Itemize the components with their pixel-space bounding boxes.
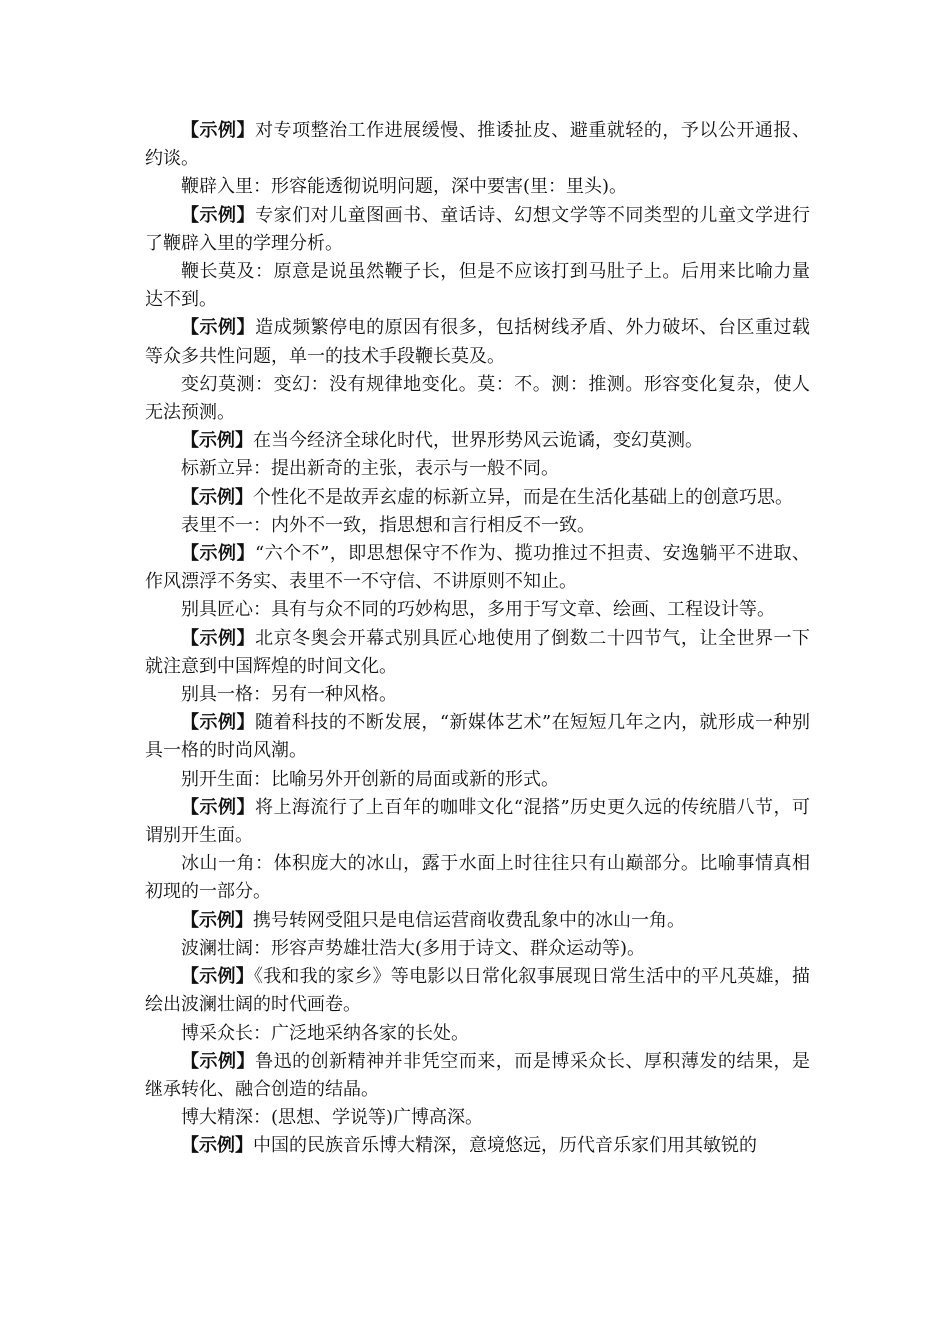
example-paragraph (145, 709, 810, 765)
example-tag: 【示例】 (181, 317, 256, 339)
paragraph-text: 鞭辟入里：形容能透彻说明问题，深中要害(里：里头)。 (181, 176, 628, 198)
paragraph-text: 表里不一：内外不一致，指思想和言行相反不一致。 (181, 514, 595, 536)
paragraph-text: 别开生面：比喻另外开创新的局面或新的形式。 (181, 768, 559, 790)
idiom-definition-paragraph (145, 455, 810, 483)
paragraph-text: 别具匠心：具有与众不同的巧妙构思，多用于写文章、绘画、工程设计等。 (181, 599, 775, 621)
idiom-definition-paragraph (145, 258, 810, 314)
example-tag: 【示例】 (181, 1050, 256, 1072)
paragraph-text: 鲁迅的创新精神并非凭空而来，而是博采众长、厚积薄发的结果，是继承转化、融合创造的结晶。 (145, 1050, 810, 1100)
example-tag: 【示例】 (181, 1135, 253, 1157)
example-paragraph (145, 1048, 810, 1104)
example-paragraph (145, 427, 810, 455)
paragraph-text: 波澜壮阔：形容声势雄壮浩大(多用于诗文、群众运动等)。 (181, 937, 646, 959)
example-tag: 【示例】 (181, 966, 254, 988)
example-tag: 【示例】 (181, 627, 256, 649)
paragraph-text: 造成频繁停电的原因有很多，包括树线矛盾、外力破坏、台区重过载等众多共性问题，单一的技术手段鞭长莫及。 (145, 317, 810, 367)
idiom-definition-paragraph (145, 173, 810, 201)
paragraph-text: 个性化不是故弄玄虚的标新立异，而是在生活化基础上的创意巧思。 (253, 486, 793, 508)
idiom-definition-paragraph (145, 935, 810, 963)
idiom-definition-paragraph (145, 681, 810, 709)
example-paragraph (145, 794, 810, 850)
example-tag: 【示例】 (181, 543, 255, 565)
example-paragraph (145, 625, 810, 681)
paragraph-text: 标新立异：提出新奇的主张，表示与一般不同。 (181, 458, 559, 480)
paragraph-text: 博采众长：广泛地采纳各家的长处。 (181, 1022, 469, 1044)
example-paragraph (145, 117, 810, 173)
paragraph-text: 北京冬奥会开幕式别具匠心地使用了倒数二十四节气，让全世界一下就注意到中国辉煌的时间文化。 (145, 627, 810, 677)
idiom-definition-paragraph (145, 512, 810, 540)
example-paragraph (145, 1132, 810, 1160)
example-tag: 【示例】 (181, 120, 256, 141)
paragraph-text: 专家们对儿童图画书、童话诗、幻想文学等不同类型的儿童文学进行了鞭辟入里的学理分析。 (145, 204, 810, 254)
paragraph-text: 博大精深：(思想、学说等)广博高深。 (181, 1107, 484, 1129)
example-tag: 【示例】 (181, 796, 255, 818)
example-paragraph (145, 907, 810, 935)
idiom-definition-paragraph (145, 850, 810, 906)
idiom-definition-paragraph (145, 766, 810, 794)
example-tag: 【示例】 (181, 486, 253, 508)
example-paragraph (145, 540, 810, 596)
paragraph-text: 在当今经济全球化时代，世界形势风云诡谲，变幻莫测。 (253, 430, 703, 452)
example-tag: 【示例】 (181, 204, 256, 226)
paragraph-text: 将上海流行了上百年的咖啡文化“混搭”历史更久远的传统腊八节，可谓别开生面。 (145, 796, 810, 847)
example-paragraph (145, 484, 810, 512)
idiom-definition-paragraph (145, 1020, 810, 1048)
paragraph-text: 鞭长莫及：原意是说虽然鞭子长，但是不应该打到马肚子上。后用来比喻力量达不到。 (145, 261, 810, 311)
paragraph-text: 携号转网受阻只是电信运营商收费乱象中的冰山一角。 (253, 909, 685, 931)
example-tag: 【示例】 (181, 909, 253, 931)
paragraph-text: 《我和我的家乡》等电影以日常化叙事展现日常生活中的平凡英雄，描绘出波澜壮阔的时代画卷。 (145, 966, 811, 1016)
document-body (145, 117, 810, 1161)
paragraph-text: 变幻莫测：变幻：没有规律地变化。莫：不。测：推测。形容变化复杂，使人无法预测。 (145, 373, 810, 424)
paragraph-text: “六个不”，即思想保守不作为、揽功推过不担责、安逸躺平不进取、作风漂浮不务实、表里不一不守信、不讲原则不知止。 (145, 543, 810, 593)
example-paragraph (145, 202, 810, 258)
example-paragraph (145, 963, 810, 1019)
idiom-definition-paragraph (145, 371, 810, 427)
paragraph-text: 冰山一角：体积庞大的冰山，露于水面上时往往只有山巅部分。比喻事情真相初现的一部分。 (145, 853, 810, 903)
example-paragraph (145, 314, 810, 370)
idiom-definition-paragraph (145, 596, 810, 624)
paragraph-text: 对专项整治工作进展缓慢、推诿扯皮、避重就轻的，予以公开通报、约谈。 (145, 120, 810, 170)
example-tag: 【示例】 (181, 430, 253, 452)
idiom-definition-paragraph (145, 1104, 810, 1132)
paragraph-text: 中国的民族音乐博大精深，意境悠远，历代音乐家们用其敏锐的 (253, 1135, 757, 1157)
paragraph-text: 别具一格：另有一种风格。 (181, 684, 397, 706)
example-tag: 【示例】 (181, 712, 255, 734)
paragraph-text: 随着科技的不断发展，“新媒体艺术”在短短几年之内，就形成一种别具一格的时尚风潮。 (145, 712, 810, 762)
